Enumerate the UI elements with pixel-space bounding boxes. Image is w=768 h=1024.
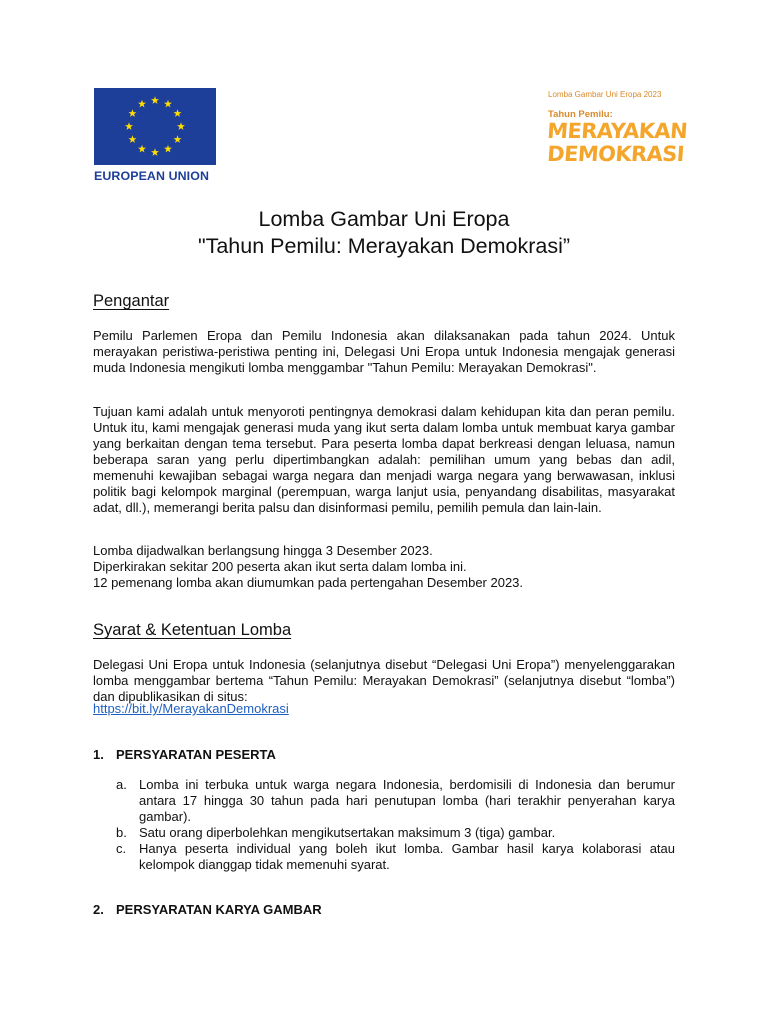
campaign-logo-top: Lomba Gambar Uni Eropa 2023 xyxy=(548,90,662,99)
title-line-2: "Tahun Pemilu: Merayakan Demokrasi” xyxy=(197,234,571,258)
campaign-logo xyxy=(548,90,688,166)
terms-website-link[interactable]: https://bit.ly/MerayakanDemokrasi xyxy=(93,701,289,716)
campaign-logo-word-1: MERAYAKAN xyxy=(546,119,688,143)
list-item-text: Hanya peserta individual yang boleh ikut lomba. Gambar hasil karya kolaborasi atau kelompok dianggap tidak memenuhi syarat. xyxy=(139,841,675,872)
section-2-number: 2. xyxy=(93,902,104,917)
list-item-label: b. xyxy=(116,825,127,840)
list-item-text: Lomba ini terbuka untuk warga negara Indonesia, berdomisili di Indonesia dan berumur antara 17 hingga 30 tahun pada hari penutupan lomba (hari terakhir penyerahan karya gambar). xyxy=(139,777,675,824)
section-1-number: 1. xyxy=(93,747,104,762)
intro-schedule-line-1: Lomba dijadwalkan berlangsung hingga 3 Desember 2023. xyxy=(93,543,433,558)
section-2-heading xyxy=(93,902,322,917)
heading-pengantar: Pengantar xyxy=(93,292,170,310)
list-item-label: c. xyxy=(116,841,127,856)
section-1-title: PERSYARATAN PESERTA xyxy=(116,747,276,762)
title-line-1: Lomba Gambar Uni Eropa xyxy=(258,207,510,231)
list-item xyxy=(116,825,675,841)
section-1-list xyxy=(116,777,675,873)
terms-paragraph: Delegasi Uni Eropa untuk Indonesia (selanjutnya disebut “Delegasi Uni Eropa”) menyelenggarakan lomba menggambar bertema “Tahun Pemilu: Merayakan Demokrasi” (selanjutnya disebut “lomba”) dan dipublikasikan di situs: xyxy=(93,657,675,704)
terms-link-line xyxy=(93,701,693,717)
intro-schedule xyxy=(93,543,693,591)
intro-schedule-line-2: Diperkirakan sekitar 200 peserta akan ikut serta dalam lomba ini. xyxy=(93,559,467,574)
eu-logo-label: EUROPEAN UNION xyxy=(94,169,209,183)
intro-schedule-line-3: 12 pemenang lomba akan diumumkan pada pertengahan Desember 2023. xyxy=(93,575,524,590)
list-item-text: Satu orang diperbolehkan mengikutsertakan maksimum 3 (tiga) gambar. xyxy=(139,825,556,840)
heading-syarat-ketentuan: Syarat & Ketentuan Lomba xyxy=(93,621,292,639)
eu-flag-icon xyxy=(94,88,216,165)
list-item xyxy=(116,777,675,825)
list-item-label: a. xyxy=(116,777,127,792)
intro-paragraph-1: Pemilu Parlemen Eropa dan Pemilu Indonesia akan dilaksanakan pada tahun 2024. Untuk merayakan peristiwa-peristiwa penting ini, Delegasi Uni Eropa untuk Indonesia mengajak generasi muda Indonesia mengikuti lomba menggambar "Tahun Pemilu: Merayakan Demokrasi". xyxy=(93,328,675,375)
eu-logo xyxy=(94,88,218,183)
campaign-logo-word-2: DEMOKRASI xyxy=(546,142,685,166)
intro-paragraph-2: Tujuan kami adalah untuk menyoroti pentingnya demokrasi dalam kehidupan kita dan peran pemilu. Untuk itu, kami mengajak generasi muda yang ikut serta dalam lomba untuk membuat karya gambar yang berkaitan dengan tema tersebut. Para peserta lomba dapat berkreasi dengan leluasa, namun beberapa saran yang perlu dipertimbangkan adalah: pemilihan umum yang bebas dan adil, memenuhi kewajiban sebagai warga negara dan menjadi warga negara yang berwawasan, inklusi politik bagi kelompok marginal (perempuan, warga lanjut usia, penyandang disabilitas, masyarakat adat, dll.), memerangi berita palsu dan disinformasi pemilu, pemilih pemula dan lain-lain. xyxy=(93,404,675,515)
section-2-title: PERSYARATAN KARYA GAMBAR xyxy=(116,902,322,917)
section-1-heading xyxy=(93,747,276,762)
campaign-logo-subtitle: Tahun Pemilu: xyxy=(548,109,613,120)
list-item xyxy=(116,841,675,873)
document-title xyxy=(0,206,768,260)
